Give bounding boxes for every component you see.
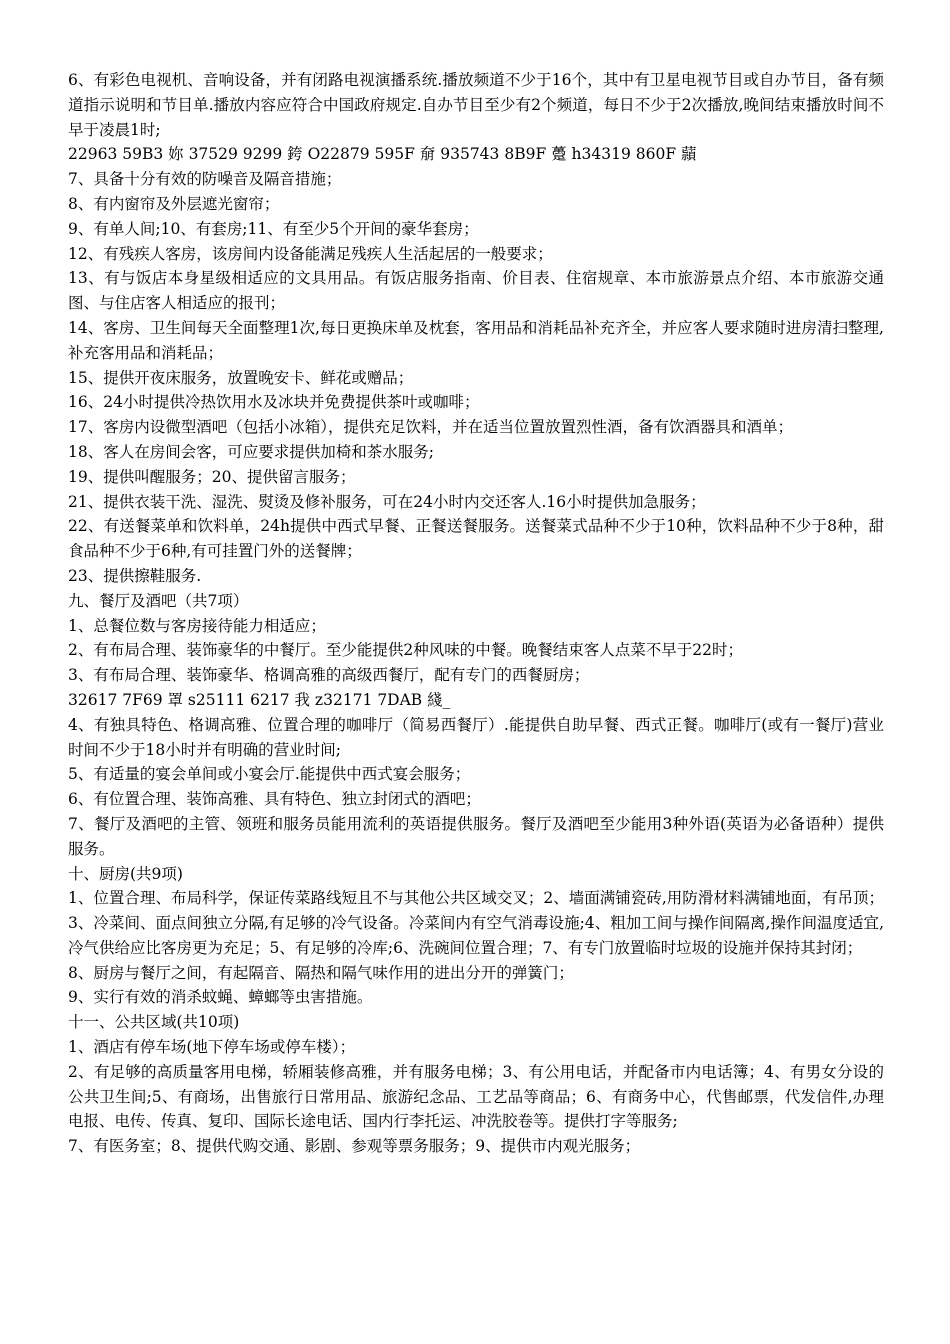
document-page bbox=[68, 68, 884, 1159]
paragraph-15: 22、有送餐菜单和饮料单，24h提供中西式早餐、正餐送餐服务。送餐菜式品种不少于10种，饮料品种不少于8种，甜食品种不少于6种,有可挂置门外的送餐牌； bbox=[68, 517, 884, 561]
paragraph-12: 18、客人在房间会客，可应要求提供加椅和茶水服务; bbox=[68, 442, 434, 461]
paragraph-23: 5、有适量的宴会单间或小宴会厅.能提供中西式宴会服务； bbox=[68, 765, 471, 784]
paragraph-14: 21、提供衣装干洗、湿洗、熨烫及修补服务，可在24小时内交还客人.16小时提供加急服务； bbox=[68, 492, 706, 511]
paragraph-9: 15、提供开夜床服务，放置晚安卡、鲜花或赠品； bbox=[68, 368, 414, 387]
section-heading-11: 十一、公共区域(共10项) bbox=[68, 1013, 240, 1032]
paragraph-5: 9、有单人间;10、有套房;11、有至少5个开间的豪华套房； bbox=[68, 219, 479, 238]
paragraph-11: 17、客房内设微型酒吧（包括小冰箱），提供充足饮料，并在适当位置放置烈性酒，备有饮酒器具和酒单； bbox=[68, 418, 793, 437]
paragraph-2: 22963 59B3 妳 37529 9299 銙 O22879 595F 奟 935743 8B9F 躉 h34319 860F 蘏 bbox=[68, 145, 697, 164]
paragraph-18: 1、总餐位数与客房接待能力相适应； bbox=[68, 616, 326, 635]
paragraph-4: 8、有内窗帘及外层遮光窗帘； bbox=[68, 194, 280, 213]
paragraph-7: 13、有与饭店本身星级相适应的文具用品。有饭店服务指南、价目表、住宿规章、本市旅游景点介绍、本市旅游交通图、与住店客人相适应的报刊； bbox=[68, 269, 884, 313]
section-heading-10: 十、厨房(共9项) bbox=[68, 864, 183, 883]
paragraph-10: 16、24小时提供冷热饮用水及冰块并免费提供茶叶或咖啡； bbox=[68, 393, 480, 412]
section-heading-9: 九、餐厅及酒吧（共7项） bbox=[68, 591, 249, 610]
paragraph-8: 14、客房、卫生间每天全面整理1次,每日更换床单及枕套，客用品和消耗品补充齐全，并应客人要求随时进房清扫整理,补充客用品和消耗品； bbox=[68, 318, 884, 362]
paragraph-3: 7、具备十分有效的防噪音及隔音措施； bbox=[68, 170, 342, 189]
paragraph-29: 9、实行有效的消杀蚊蝇、蟑螂等虫害措施。 bbox=[68, 988, 373, 1007]
paragraph-16: 23、提供擦鞋服务. bbox=[68, 566, 202, 585]
paragraph-13: 19、提供叫醒服务；20、提供留言服务； bbox=[68, 467, 356, 486]
paragraph-33: 7、有医务室；8、提供代购交通、影剧、参观等票务服务；9、提供市内观光服务； bbox=[68, 1137, 641, 1156]
paragraph-28: 8、厨房与餐厅之间，有起隔音、隔热和隔气味作用的进出分开的弹簧门； bbox=[68, 963, 574, 982]
paragraph-31: 1、酒店有停车场(地下停车场或停车楼）； bbox=[68, 1038, 356, 1057]
paragraph-24: 6、有位置合理、装饰高雅、具有特色、独立封闭式的酒吧； bbox=[68, 790, 481, 809]
paragraph-20: 3、有布局合理、装饰豪华、格调高雅的高级西餐厅，配有专门的西餐厨房； bbox=[68, 666, 590, 685]
paragraph-25: 7、餐厅及酒吧的主管、领班和服务员能用流利的英语提供服务。餐厅及酒吧至少能用3种外语(英语为必备语种）提供服务。 bbox=[68, 814, 884, 858]
paragraph-32: 2、有足够的高质量客用电梯，轿厢装修高雅，并有服务电梯；3、有公用电话，并配备市内电话簿；4、有男女分设的公共卫生间;5、有商场，出售旅行日常用品、旅游纪念品、工艺品等商品；6、有商务中心，代售邮票，代发信件,办理电报、电传、传真、复印、国际长途电话、国内行李托运、冲洗胶卷等。提供打字等服务; bbox=[68, 1062, 884, 1131]
paragraph-1: 6、有彩色电视机、音响设备，并有闭路电视演播系统.播放频道不少于16个，其中有卫星电视节目或自办节目，备有频道指示说明和节目单.播放内容应符合中国政府规定.自办节目至少有2个频道，每日不少于2次播放,晚间结束播放时间不早于凌晨1时; bbox=[68, 71, 884, 139]
paragraph-27: 1、位置合理、布局科学，保证传菜路线短且不与其他公共区域交叉；2、墙面满铺瓷砖,用防滑材料满铺地面，有吊顶；3、冷菜间、面点间独立分隔,有足够的冷气设备。冷菜间内有空气消毒设施;4、粗加工间与操作间隔离,操作间温度适宜,冷气供给应比客房更为充足；5、有足够的冷库;6、洗碗间位置合理；7、有专门放置临时垃圾的设施并保持其封闭； bbox=[68, 889, 884, 957]
paragraph-6: 12、有残疾人客房，该房间内设备能满足残疾人生活起居的一般要求； bbox=[68, 244, 553, 263]
paragraph-22: 4、有独具特色、格调高雅、位置合理的咖啡厅（简易西餐厅）.能提供自助早餐、西式正餐。咖啡厅(或有一餐厅)营业时间不少于18小时并有明确的营业时间; bbox=[68, 715, 884, 759]
paragraph-21: 32617 7F69 罩 s25111 6217 我 z32171 7DAB 綫_ bbox=[68, 690, 451, 709]
paragraph-19: 2、有布局合理、装饰豪华的中餐厅。至少能提供2种风味的中餐。晚餐结束客人点菜不早于22时； bbox=[68, 641, 743, 660]
